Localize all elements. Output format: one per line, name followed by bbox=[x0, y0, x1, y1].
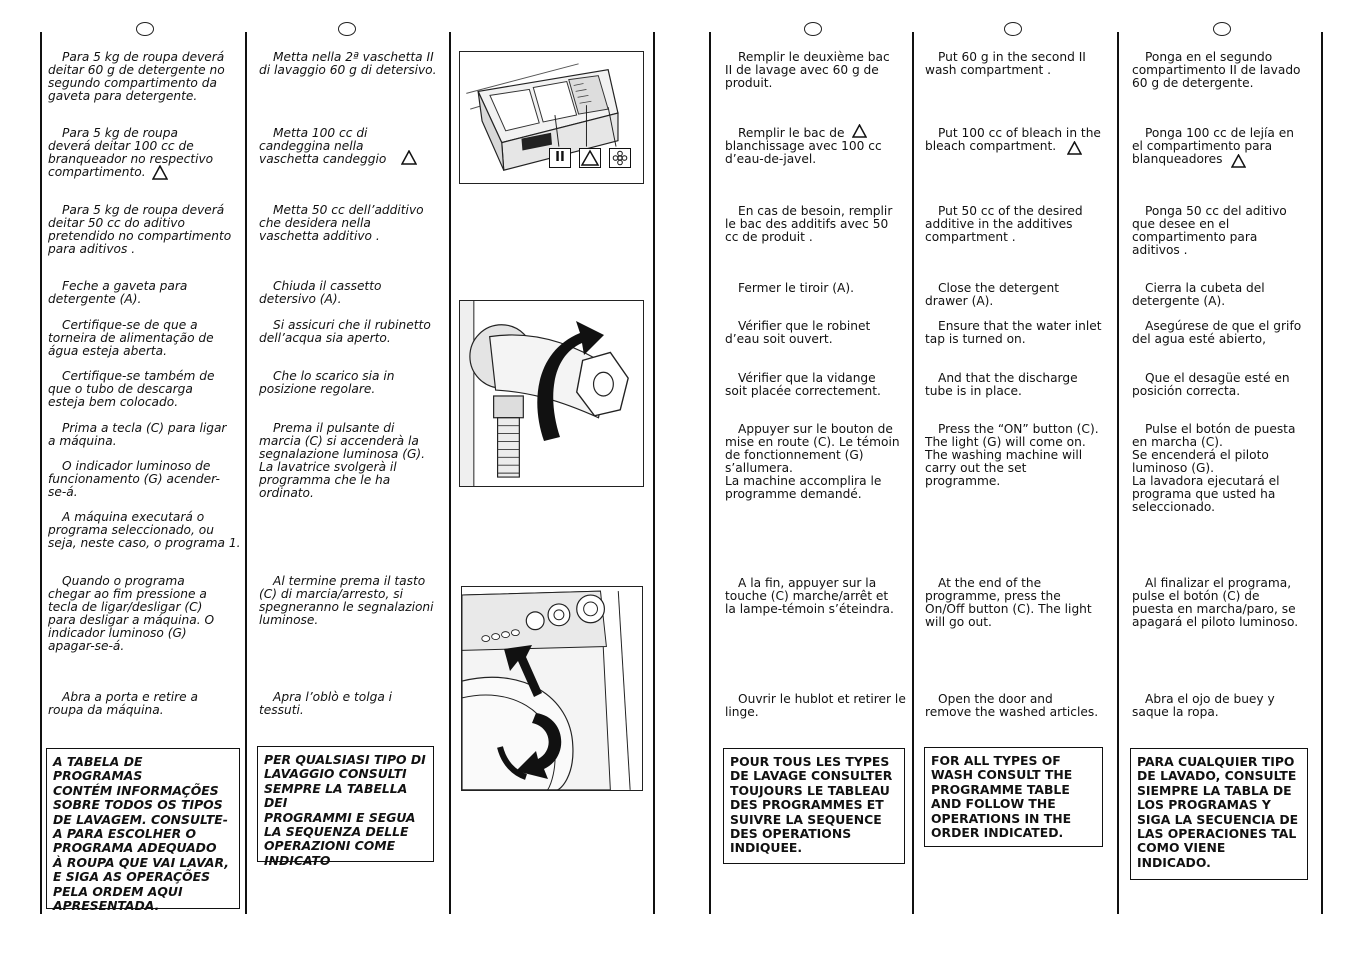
paragraph: Fermer le tiroir (A). bbox=[738, 281, 855, 295]
notice-box: FOR ALL TYPES OF WASH CONSULT THE PROGRAMME TABLE AND FOLLOW THE OPERATIONS IN THE ORDER INDICATED. bbox=[924, 747, 1103, 847]
paragraph: Ponga 50 cc del aditivo que desee en el compartimento para aditivos . bbox=[1132, 204, 1287, 257]
paragraph: En cas de besoin, remplir le bac des additifs avec 50 cc de produit . bbox=[725, 204, 893, 244]
column-rule bbox=[709, 32, 711, 914]
column-rule bbox=[245, 32, 247, 914]
paragraph: A la fin, appuyer sur la touche (C) marche/arrêt et la lampe-témoin s’éteindra. bbox=[725, 576, 894, 616]
bleach-triangle-icon bbox=[579, 148, 601, 168]
door-rotate-arrow-icon bbox=[496, 707, 570, 783]
paragraph: Cierra la cubeta del detergente (A). bbox=[1132, 281, 1265, 308]
paragraph: Ponga en el segundo compartimento II de lavado 60 g de detergente. bbox=[1132, 50, 1301, 90]
press-arrow-icon bbox=[500, 643, 544, 699]
paragraph: Abra el ojo de buey y saque la ropa. bbox=[1132, 692, 1275, 719]
column-rule bbox=[1117, 32, 1119, 914]
bleach-triangle-icon bbox=[401, 150, 417, 168]
paragraph: Remplir le deuxième bac II de lavage avec 60 g de produit. bbox=[725, 50, 890, 90]
washing-machine-figure bbox=[461, 586, 643, 791]
paragraph: Vérifier que la vidange soit placée correctement. bbox=[725, 371, 881, 398]
paragraph: Al finalizar el programa, pulse el botón (C) de puesta en marcha/paro, se apagará el piloto luminoso. bbox=[1132, 576, 1299, 629]
column-rule bbox=[449, 32, 451, 914]
paragraph: Apra l’oblò e tolga i tessuti. bbox=[259, 690, 393, 717]
paragraph: At the end of the programme, press the On/Off button (C). The light will go out. bbox=[925, 576, 1092, 629]
paragraph: Quando o programa chegar ao fim pressione a tecla de ligar/desligar (C) para desligar a máquina. O indicador luminoso (G) apagar-se-á. bbox=[48, 574, 215, 653]
paragraph: Certifique-se também de que o tubo de descarga esteja bem colocado. bbox=[48, 369, 215, 409]
paragraph: Pulse el botón de puesta en marcha (C). Se encenderá el piloto luminoso (G). La lavadora ejecutará el programa que usted ha seleccionado. bbox=[1132, 422, 1296, 514]
paragraph: Para 5 kg de roupa deverá deitar 60 g de detergente no segundo compartimento da gaveta para detergente. bbox=[48, 50, 225, 103]
bleach-triangle-icon bbox=[1231, 154, 1246, 171]
paragraph: Para 5 kg de roupa deverá deitar 100 cc de branqueador no respectivo compartimento. bbox=[48, 126, 214, 179]
paragraph: Chiuda il cassetto detersivo (A). bbox=[259, 279, 382, 306]
additive-flower-icon bbox=[609, 148, 631, 168]
bleach-triangle-icon bbox=[152, 165, 168, 183]
paragraph: Certifique-se de que a torneira de alimentação de água esteja aberta. bbox=[48, 318, 214, 358]
paragraph: Metta 100 cc di candeggina nella vaschetta candeggio bbox=[259, 126, 387, 166]
paragraph: Abra a porta e retire a roupa da máquina. bbox=[48, 690, 198, 717]
bleach-triangle-icon bbox=[852, 124, 867, 141]
compartment-ii-label: II bbox=[549, 148, 571, 168]
water-tap-figure bbox=[459, 300, 644, 487]
paragraph: Put 60 g in the second II wash compartment . bbox=[925, 50, 1086, 77]
paragraph: Ensure that the water inlet tap is turned on. bbox=[925, 319, 1102, 346]
paragraph: Put 100 cc of bleach in the bleach compartment. bbox=[925, 126, 1101, 153]
paragraph: Che lo scarico sia in posizione regolare. bbox=[259, 369, 395, 396]
column-rule bbox=[40, 32, 42, 914]
detergent-drawer-figure bbox=[459, 51, 644, 184]
paragraph: Metta nella 2ª vaschetta II di lavaggio 60 g di detersivo. bbox=[259, 50, 437, 77]
paragraph: And that the discharge tube is in place. bbox=[925, 371, 1078, 398]
paragraph: Asegúrese de que el grifo del agua esté abierto, bbox=[1132, 319, 1302, 346]
notice-box: POUR TOUS LES TYPES DE LAVAGE CONSULTER TOUJOURS LE TABLEAU DES PROGRAMMES ET SUIVRE LA SEQUENCE DES OPERATIONS INDIQUEE. bbox=[723, 748, 905, 864]
paragraph: Metta 50 cc dell’additivo che desidera nella vaschetta additivo . bbox=[259, 203, 424, 243]
paragraph: Prima a tecla (C) para ligar a máquina. bbox=[48, 421, 227, 448]
paragraph: Feche a gaveta para detergente (A). bbox=[48, 279, 188, 306]
paragraph: Remplir le bac de blanchissage avec 100 cc d’eau-de-javel. bbox=[725, 126, 882, 166]
paragraph: Open the door and remove the washed articles. bbox=[925, 692, 1099, 719]
notice-box: A TABELA DE PROGRAMAS CONTÉM INFORMAÇÕES SOBRE TODOS OS TIPOS DE LAVAGEM. CONSULTE- A PARA ESCOLHER O PROGRAMA ADEQUADO À ROUPA QUE VAI LAVAR, E SIGA AS OPERAÇÕES PELA ORDEM AQUI APRESENTADA. bbox=[46, 748, 240, 909]
paragraph: Close the detergent drawer (A). bbox=[925, 281, 1059, 308]
column-rule bbox=[912, 32, 914, 914]
paragraph: Para 5 kg de roupa deverá deitar 50 cc do aditivo pretendido no compartimento para aditivos . bbox=[48, 203, 232, 256]
paragraph: Press the “ON” button (C). The light (G) will come on. The washing machine will carry out the set programme. bbox=[925, 422, 1099, 488]
paragraph: Si assicuri che il rubinetto dell’acqua sia aperto. bbox=[259, 318, 431, 345]
notice-box: PER QUALSIASI TIPO DI LAVAGGIO CONSULTI SEMPRE LA TABELLA DEI PROGRAMMI E SEGUA LA SEQUENZA DELLE OPERAZIONI COME INDICATO bbox=[257, 746, 434, 862]
paragraph: Prema il pulsante di marcia (C) si accenderà la segnalazione luminosa (G). La lavatrice svolgerà il programma che le ha ordinato. bbox=[259, 421, 426, 500]
bleach-triangle-icon bbox=[1067, 141, 1082, 158]
column-rule bbox=[1321, 32, 1323, 914]
paragraph: O indicador luminoso de funcionamento (G) acender- se-á. bbox=[48, 459, 220, 499]
paragraph: Ponga 100 cc de lejía en el compartimento para blanqueadores bbox=[1132, 126, 1294, 166]
paragraph: Put 50 cc of the desired additive in the additives compartment . bbox=[925, 204, 1083, 244]
paragraph: Al termine prema il tasto (C) di marcia/arresto, si spegneranno le segnalazioni luminose. bbox=[259, 574, 434, 627]
rotate-arrow-icon bbox=[530, 311, 610, 451]
paragraph: Vérifier que le robinet d’eau soit ouvert. bbox=[725, 319, 871, 346]
paragraph: A máquina executará o programa seleccionado, ou seja, neste caso, o programa 1. bbox=[48, 510, 241, 550]
notice-box: PARA CUALQUIER TIPO DE LAVADO, CONSULTE SIEMPRE LA TABLA DE LOS PROGRAMAS Y SIGA LA SECUENCIA DE LAS OPERACIONES TAL COMO VIENE INDICADO. bbox=[1130, 748, 1308, 880]
paragraph: Appuyer sur le bouton de mise en route (C). Le témoin de fonctionnement (G) s’allumera. La machine accomplira le programme demandé. bbox=[725, 422, 900, 501]
paragraph: Que el desagüe esté en posición correcta. bbox=[1132, 371, 1290, 398]
paragraph: Ouvrir le hublot et retirer le linge. bbox=[725, 692, 906, 719]
column-rule bbox=[653, 32, 655, 914]
